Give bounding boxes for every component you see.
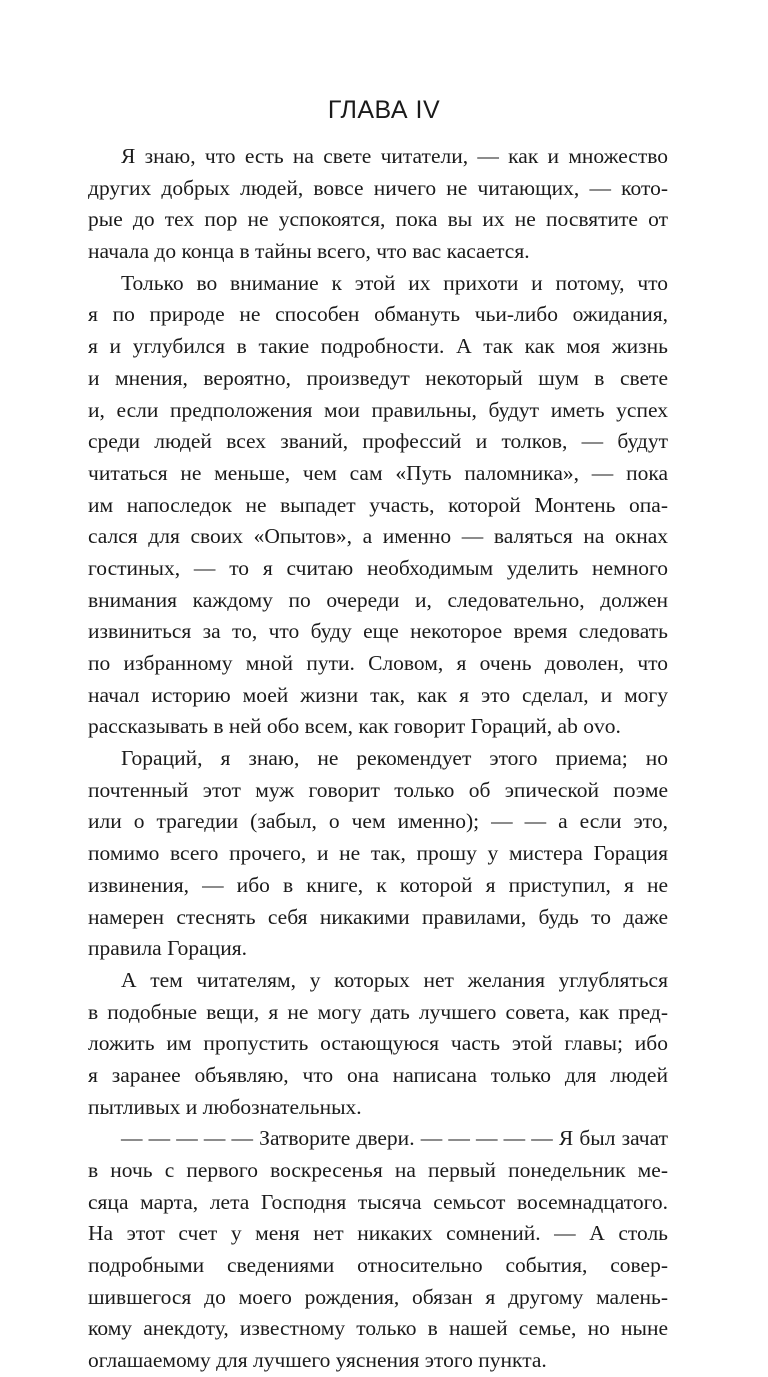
text-line: я заранее объявляю, что она написана только для людей bbox=[88, 1062, 668, 1087]
text-line: извиниться за то, что буду еще некоторое время следовать bbox=[88, 619, 668, 644]
text-line: рассказывать в ней обо всем, как говорит Гораций, ab ovo. bbox=[88, 714, 621, 739]
chapter-title: ГЛАВА IV bbox=[327, 96, 441, 124]
text-line: помимо всего прочего, и не так, прошу у мистера Горация bbox=[88, 841, 668, 866]
text-line: извинения, — ибо в книге, к которой я приступил, я не bbox=[88, 872, 668, 897]
text-line: и мнения, вероятно, произведут некоторый шум в свете bbox=[88, 365, 668, 390]
text-line: гостиных, — то я считаю необходимым уделить немного bbox=[88, 555, 668, 580]
text-line: Только во внимание к этой их прихоти и потому, что bbox=[121, 270, 668, 295]
text-line: читаться не меньше, чем сам «Путь паломника», — пока bbox=[88, 460, 668, 485]
text-line: кому анекдоту, известному только в нашей семье, но ныне bbox=[88, 1316, 668, 1341]
text-line: — — — — — Затворите двери. — — — — — Я был зачат bbox=[121, 1126, 668, 1151]
text-line: по избранному мной пути. Словом, я очень доволен, что bbox=[88, 651, 668, 675]
text-line: правила Горация. bbox=[88, 936, 247, 961]
text-line: среди людей всех званий, профессий и толков, — будут bbox=[88, 429, 668, 454]
text-line: шившегося до моего рождения, обязан я другому малень- bbox=[88, 1284, 668, 1309]
text-line: рые до тех пор не успокоятся, пока вы их не посвятите от bbox=[88, 207, 668, 232]
text-line: пытливых и любознательных. bbox=[88, 1094, 362, 1119]
text-line: в подобные вещи, я не могу дать лучшего совета, как пред- bbox=[88, 999, 668, 1024]
text-line: я и углубился в такие подробности. А так как моя жизнь bbox=[88, 334, 668, 359]
text-line: подробными сведениями относительно события, совер- bbox=[88, 1253, 668, 1278]
text-line: ложить им пропустить остающуюся часть этой главы; ибо bbox=[88, 1031, 668, 1056]
text-line: других добрых людей, вовсе ничего не читающих, — кото- bbox=[88, 175, 668, 200]
text-line: начал историю моей жизни так, как я это сделал, и могу bbox=[88, 682, 668, 707]
text-line: намерен стеснять себя никакими правилами, будь то даже bbox=[88, 904, 668, 929]
text-line: сался для своих «Опытов», а именно — валяться на окнах bbox=[88, 524, 668, 549]
text-line: и, если предположения мои правильны, будут иметь успех bbox=[88, 397, 668, 422]
text-line: внимания каждому по очереди и, следовательно, должен bbox=[88, 587, 668, 612]
text-line: или о трагедии (забыл, о чем именно); — — а если это, bbox=[88, 809, 668, 834]
text-line: На этот счет у меня нет никаких сомнений. — А столь bbox=[88, 1221, 668, 1246]
text-line: в ночь с первого воскресенья на первый понедельник ме- bbox=[88, 1158, 668, 1182]
text-line: им напоследок не выпадет участь, которой Монтень опа- bbox=[88, 492, 668, 517]
text-line: Гораций, я знаю, не рекомендует этого приема; но bbox=[121, 746, 668, 771]
chapter-body bbox=[88, 141, 668, 1377]
text-line: почтенный этот муж говорит только об эпической поэме bbox=[88, 777, 668, 802]
text-line: сяца марта, лета Господня тысяча семьсот восемнадцатого. bbox=[88, 1189, 668, 1214]
text-line: А тем читателям, у которых нет желания углубляться bbox=[121, 967, 668, 992]
text-line: я по природе не способен обмануть чьи-либо ожидания, bbox=[88, 302, 668, 327]
text-line: начала до конца в тайны всего, что вас касается. bbox=[88, 239, 530, 264]
text-line: Я знаю, что есть на свете читатели, — как и множество bbox=[121, 144, 668, 168]
text-line: оглашаемому для лучшего уяснения этого пункта. bbox=[88, 1348, 547, 1373]
